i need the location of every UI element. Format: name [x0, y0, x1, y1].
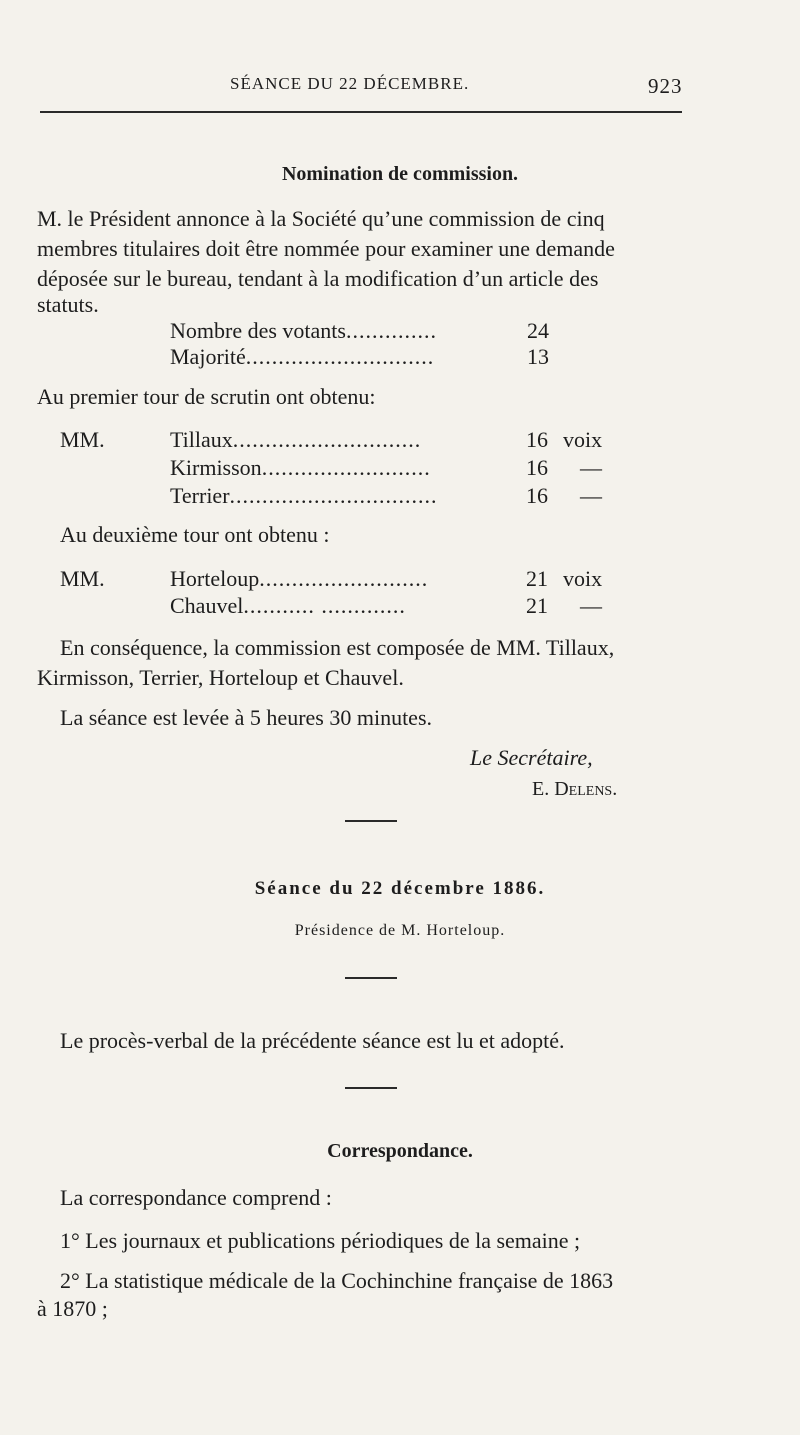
candidate-votes: 16	[526, 427, 548, 452]
paragraph-line: statuts.	[37, 292, 99, 317]
candidate-prefix: MM.	[60, 427, 105, 452]
candidate-votes: 21	[526, 593, 548, 618]
candidate-suffix: —	[580, 593, 602, 618]
leader-dots: .............................	[245, 344, 435, 369]
closing-line: La séance est levée à 5 heures 30 minutes.	[60, 705, 433, 730]
running-header	[0, 74, 800, 100]
candidate-suffix: voix	[563, 427, 603, 452]
running-title: SÉANCE DU 22 DÉCEMBRE.	[230, 74, 470, 93]
candidate-suffix: —	[580, 483, 602, 508]
paragraph-line: M. le Président annonce à la Société qu’une commission de cinq	[37, 206, 605, 231]
leader-dots: ..............	[345, 318, 437, 343]
vote-label: Nombre des votants	[170, 318, 346, 343]
paragraph-line: membres titulaires doit être nommée pour examiner une demande	[37, 236, 615, 261]
leader-dots: ..........................	[259, 566, 429, 591]
vote-count-row	[170, 318, 437, 344]
header-rule	[40, 111, 682, 113]
candidate-prefix: MM.	[60, 566, 105, 591]
correspondence-continuation: à 1870 ;	[37, 1296, 108, 1321]
round-title: Au deuxième tour ont obtenu :	[60, 522, 330, 547]
vote-label: Majorité	[170, 344, 246, 369]
correspondence-item: 1° Les journaux et publications périodiques de la semaine ;	[60, 1228, 581, 1253]
presidency-line: Présidence de M. Horteloup.	[294, 922, 506, 939]
session-heading: Séance du 22 décembre 1886.	[254, 878, 546, 899]
candidate-row	[170, 593, 406, 619]
signature-name: E. Delens.	[532, 778, 618, 800]
candidate-suffix: voix	[563, 566, 603, 591]
leader-dots: ................................	[229, 483, 438, 508]
candidate-votes: 21	[526, 566, 548, 591]
candidate-votes: 16	[526, 483, 548, 508]
candidate-name: Kirmisson	[170, 455, 262, 480]
vote-count-row	[170, 344, 434, 370]
candidate-name: Chauvel	[170, 593, 244, 618]
section-divider	[345, 1087, 397, 1089]
leader-dots: .............................	[232, 427, 422, 452]
candidate-suffix: —	[580, 455, 602, 480]
page-number: 923	[648, 74, 683, 98]
candidate-row	[170, 455, 431, 481]
vote-count-value: 13	[527, 344, 549, 369]
section-heading-nomination: Nomination de commission.	[281, 163, 519, 185]
signature-title: Le Secrétaire,	[470, 745, 593, 770]
candidate-name: Tillaux	[170, 427, 233, 452]
candidate-row	[170, 427, 421, 453]
section-heading-correspondance: Correspondance.	[327, 1140, 473, 1162]
section-divider	[345, 820, 397, 822]
vote-count-value: 24	[527, 318, 549, 343]
round-title: Au premier tour de scrutin ont obtenu:	[37, 384, 376, 409]
paragraph-line: déposée sur le bureau, tendant à la modification d’un article des	[37, 266, 599, 291]
leader-dots: ..........................	[261, 455, 431, 480]
paragraph-line: Kirmisson, Terrier, Horteloup et Chauvel.	[37, 665, 404, 690]
paragraph-line: En conséquence, la commission est composée de MM. Tillaux,	[60, 635, 615, 660]
candidate-row	[170, 566, 428, 592]
correspondence-intro: La correspondance comprend :	[60, 1185, 332, 1210]
correspondence-item: 2° La statistique médicale de la Cochinchine française de 1863	[60, 1268, 614, 1293]
candidate-row	[170, 483, 438, 509]
section-divider	[345, 977, 397, 979]
minutes-line: Le procès-verbal de la précédente séance est lu et adopté.	[60, 1028, 565, 1053]
candidate-votes: 16	[526, 455, 548, 480]
leader-dots: ........... .............	[243, 593, 406, 618]
candidate-name: Horteloup	[170, 566, 260, 591]
candidate-name: Terrier	[170, 483, 230, 508]
